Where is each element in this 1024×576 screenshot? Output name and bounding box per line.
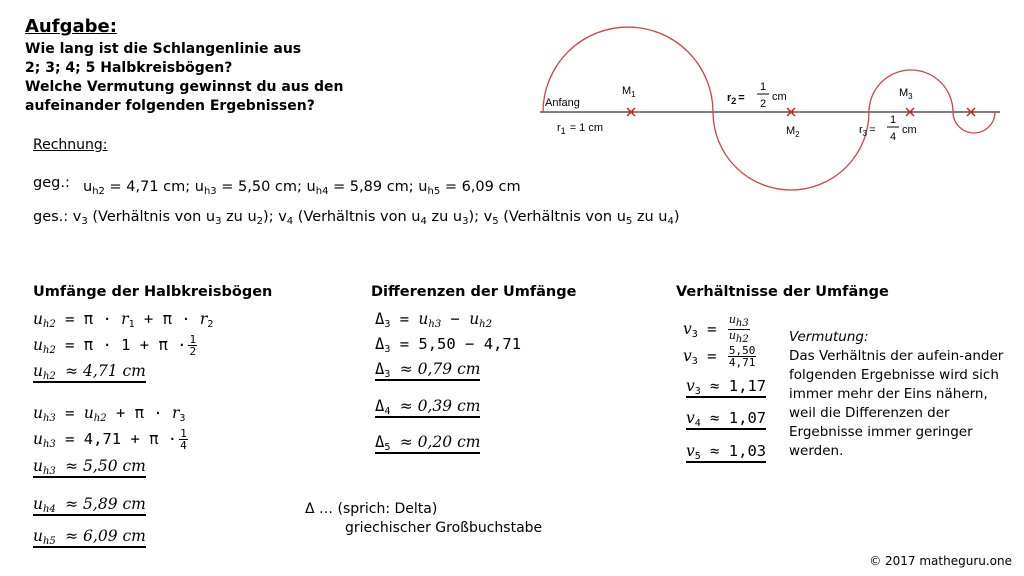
svg-text:r3=: $r_3$ = [859, 124, 876, 138]
question-line-1: Wie lang ist die Schlangenlinie aus [25, 41, 302, 57]
page-title: Aufgabe: [25, 16, 117, 37]
verhaeltnis-line-1: $v_3$ = $\frac{u_{h3}}{u_{h2}}$ [683, 313, 749, 345]
differenz-line-2: $\Delta_3 = 5,50 - 4,71$ [375, 335, 522, 355]
svg-text:cm: cm [902, 124, 917, 136]
umfang-line-3: $u_{h2} \approx 4,71$ cm [33, 362, 146, 382]
differenz-line-4: $\Delta_4 \approx 0,39$ cm [375, 397, 481, 417]
umfang-line-6: $u_{h3} \approx 5,50$ cm [33, 457, 146, 477]
m3-label: $M_3$ [899, 87, 913, 101]
umfang-line-4: $u_{h3} = u_{h2} + \pi \cdot r_3$ [33, 404, 186, 424]
differenz-line-5: $\Delta_5 \approx 0,20$ cm [375, 433, 481, 453]
snake-line-diagram [0, 0, 1024, 200]
umfang-line-2: $u_{h2} = \pi \cdot 1 + \pi$ · $\frac{1}{2}$ [33, 333, 197, 358]
svg-text:r2=: $r_2$ = [727, 92, 745, 106]
vermutung-block [789, 328, 1009, 461]
verhaeltnis-line-2: $v_3$ = $\frac{5,50}{4,71}$ [683, 344, 756, 369]
half-circle-2 [713, 112, 869, 190]
svg-text:4: 4 [889, 131, 897, 143]
half-circle-3 [869, 70, 953, 112]
question-line-2: 2; 3; 4; 5 Halbkreisbögen? [25, 60, 233, 76]
svg-text:1: 1 [759, 81, 767, 93]
question-line-4: aufeinander folgenden Ergebnissen? [25, 98, 315, 114]
m2-label: $M_2$ [786, 125, 800, 139]
copyright: © 2017 matheguru.one [869, 554, 1012, 568]
heading-verhaeltnisse: Verhältnisse der Umfänge [676, 284, 889, 300]
question-line-3: Welche Vermutung gewinnst du aus den [25, 79, 344, 95]
differenz-line-3: $\Delta_3 \approx 0,79$ cm [375, 360, 481, 380]
heading-differenzen: Differenzen der Umfänge [371, 284, 577, 300]
r1-label: $r_1 = 1$ cm [557, 122, 604, 136]
umfang-line-8: $u_{h5} \approx 6,09$ cm [33, 527, 146, 547]
umfang-line-5: $u_{h3} = 4,71 + \pi$ · $\frac{1}{4}$ [33, 427, 187, 452]
ges-line: ges.: $v_3$ (Verhältnis von $u_3$ zu $u_2$); $v_4$ (Verhältnis von $u_4$ zu $u_3$); $v_5$ (Verhältnis von $u_5$ zu $u_4$) [33, 209, 680, 227]
vermutung-text: Das Verhältnis der aufein-ander folgenden Ergebnisse wird sich immer mehr der Eins nähern, weil die Differenzen der Ergebnisse immer geringer werden. [789, 348, 1004, 459]
anfang-label: Anfang [545, 97, 580, 109]
heading-umfaenge: Umfänge der Halbkreisbögen [33, 284, 273, 300]
svg-text:2: 2 [759, 98, 767, 110]
svg-text:1: 1 [889, 114, 897, 126]
differenz-line-1: $\Delta_3 = u_{h3} - u_{h2}$ [375, 310, 492, 330]
delta-note-line-1: Δ … (sprich: Delta) [305, 501, 438, 517]
m1-label: $M_1$ [622, 85, 636, 99]
geg-label: geg.: [33, 175, 70, 191]
verhaeltnis-line-5: $v_5 \approx 1,03$ [686, 442, 767, 462]
r2-label [727, 81, 787, 110]
vermutung-heading: Vermutung: [789, 329, 869, 345]
svg-text:cm: cm [772, 91, 787, 103]
geg-values: $u_{h2} = 4,71$ cm; $u_{h3} = 5,50$ cm; $u_{h4} = 5,89$ cm; $u_{h5} = 6,09$ cm [83, 179, 521, 197]
verhaeltnis-line-4: $v_4 \approx 1,07$ [686, 409, 767, 429]
umfang-line-1: $u_{h2} = \pi \cdot r_1 + \pi \cdot r_2$ [33, 310, 214, 330]
verhaeltnis-line-3: $v_3 \approx 1,17$ [686, 377, 767, 397]
delta-note-line-2: griechischer Großbuchstabe [345, 520, 543, 536]
delta-note [305, 500, 542, 538]
rechnung-label: Rechnung: [33, 137, 108, 153]
umfang-line-7: $u_{h4} \approx 5,89$ cm [33, 495, 146, 515]
